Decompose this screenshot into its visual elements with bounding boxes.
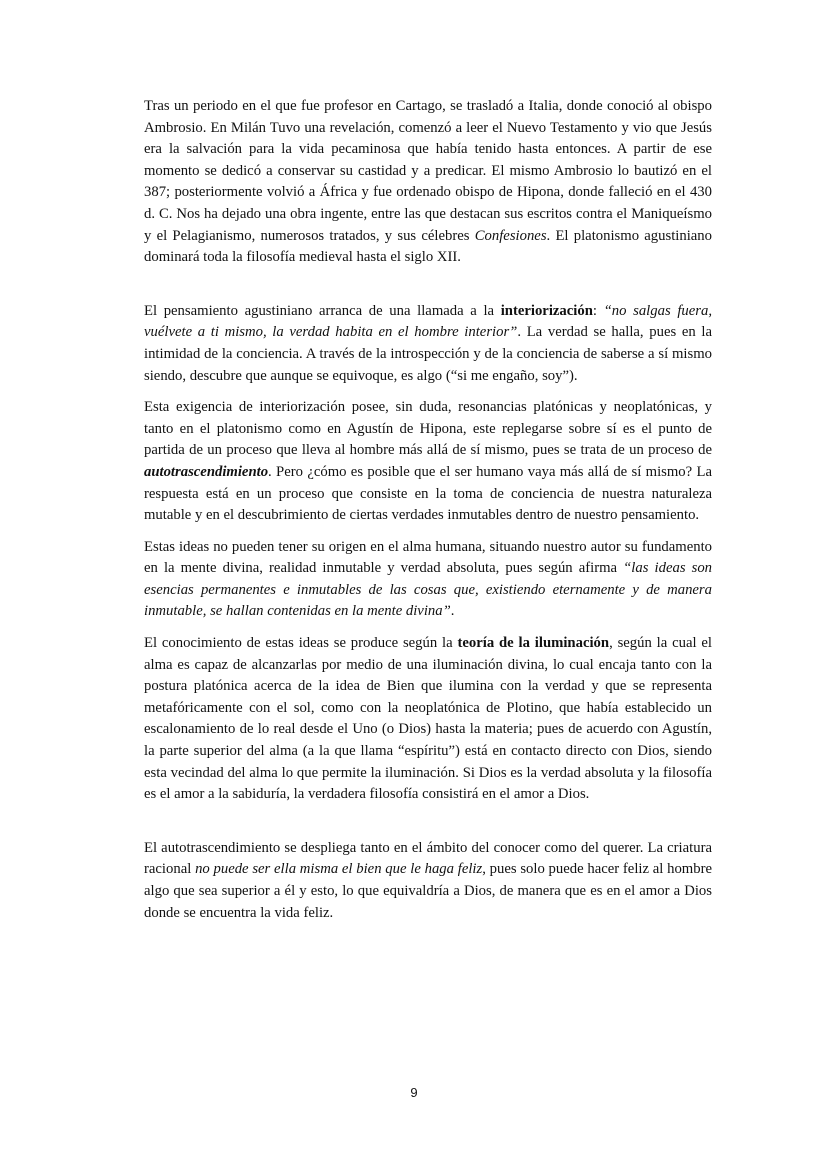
paragraph-text-end: . Pero ¿cómo es posible que el ser humano vaya más allá de sí mismo? La respuesta está en un proceso que consiste en la toma de conciencia de nuestra naturaleza mutable y en el descubrimiento de ciertas verdades inmutables dentro de nuestro pensamiento. (144, 463, 712, 524)
document-page (144, 96, 712, 924)
paragraph-text: El autotrascendimiento se despliega tanto en el ámbito del conocer como del querer. La criatura racional (144, 839, 712, 878)
paragraph-text-end: . La verdad se halla, pues en la intimidad de la conciencia. A través de la introspección y de la conciencia de saberse a sí mismo siendo, descubre que aunque se equivoque, es algo (“si me engaño, soy”). (144, 324, 712, 384)
paragraph-text-end: , según la cual el alma es capaz de alcanzarlas por medio de una iluminación divina, lo cual encaja tanto con la postura platónica acerca de la idea de Bien que ilumina con la verdad y que se representa metafóricamente con el sol, como con la neoplatónica de Plotino, que había establecido un escalonamiento de lo real desde el Uno (o Dios) hasta la materia; pues de acuerdo con Agustín, la parte superior del alma (a la que llama “espíritu”) está en contacto directo con Dios, siendo esta vecindad del alma lo que permite la iluminación. Si Dios es la verdad absoluta y la filosofía es el amor a la sabiduría, la verdadera filosofía consistirá en el amor a Dios. (144, 635, 712, 803)
quote-no-salgas-fuera: “no salgas fuera, vuélvete a ti mismo, la verdad habita en el hombre interior” (144, 302, 712, 341)
paragraph-interiorizacion (144, 301, 712, 387)
paragraph-spacer (144, 623, 712, 633)
paragraph-vida-feliz (144, 838, 712, 924)
paragraph-spacer (144, 806, 712, 838)
term-interiorizacion: interiorización (500, 302, 593, 319)
term-teoria-iluminacion: teoría de la iluminación (457, 635, 610, 652)
term-autotrascendimiento: autotrascendimiento (144, 463, 269, 480)
work-title-confesiones: Confesiones (474, 227, 547, 244)
paragraph-text-end: . El platonismo agustiniano dominará toda la filosofía medieval hasta el siglo XII. (144, 227, 712, 266)
paragraph-text: El conocimiento de estas ideas se produce según la (144, 635, 458, 652)
paragraph-spacer (144, 269, 712, 301)
paragraph-spacer (144, 387, 712, 397)
paragraph-autotrascendimiento (144, 397, 712, 527)
quote-ideas-esencias: “las ideas son esencias permanentes e inmutables de las cosas que, existiendo eternamente y de manera inmutable, se hallan contenidas en la mente divina” (144, 560, 713, 620)
paragraph-text: Estas ideas no pueden tener su origen en el alma humana, situando nuestro autor su fundamento en la mente divina, realidad inmutable y verdad absoluta, pues según afirma (144, 538, 712, 577)
paragraph-text-end: , pues solo puede hacer feliz al hombre algo que sea superior a él y esto, lo que equivaldría a Dios, de manera que es en el amor a Dios donde se encuentra la vida feliz. (144, 861, 712, 921)
colon-separator: : (592, 302, 604, 319)
page-number: 9 (410, 1085, 418, 1100)
paragraph-text: Tras un periodo en el que fue profesor en Cartago, se trasladó a Italia, donde conoció al obispo Ambrosio. En Milán Tuvo una revelación, comenzó a leer el Nuevo Testamento y vio que Jesús era la salvación para la vida pecaminosa que había tenido hasta entonces. A partir de ese momento se dedicó a conservar su castidad y a predicar. El mismo Ambrosio lo bautizó en el 387; posteriormente volvió a África y fue ordenado obispo de Hipona, donde falleció en el 430 d. C. Nos ha dejado una obra ingente, entre las que destacan sus escritos contra el Maniqueísmo y el Pelagianismo, numerosos tratados, y sus célebres (144, 98, 712, 244)
phrase-bien-feliz: no puede ser ella misma el bien que le haga feliz (195, 861, 483, 878)
paragraph-text: El pensamiento agustiniano arranca de una llamada a la (144, 302, 501, 319)
paragraph-text-end: . (450, 603, 455, 620)
paragraph-iluminacion (144, 633, 712, 806)
paragraph-text: Esta exigencia de interiorización posee, sin duda, resonancias platónicas y neoplatónicas, y tanto en el platonismo como en Agustín de Hipona, este replegarse sobre sí es el punto de partida de un proceso que lleva al hombre más allá de sí mismo, pues se trata de un proceso de (144, 399, 712, 459)
paragraph-spacer (144, 527, 712, 537)
paragraph-biography (144, 96, 712, 269)
paragraph-ideas (144, 537, 712, 623)
